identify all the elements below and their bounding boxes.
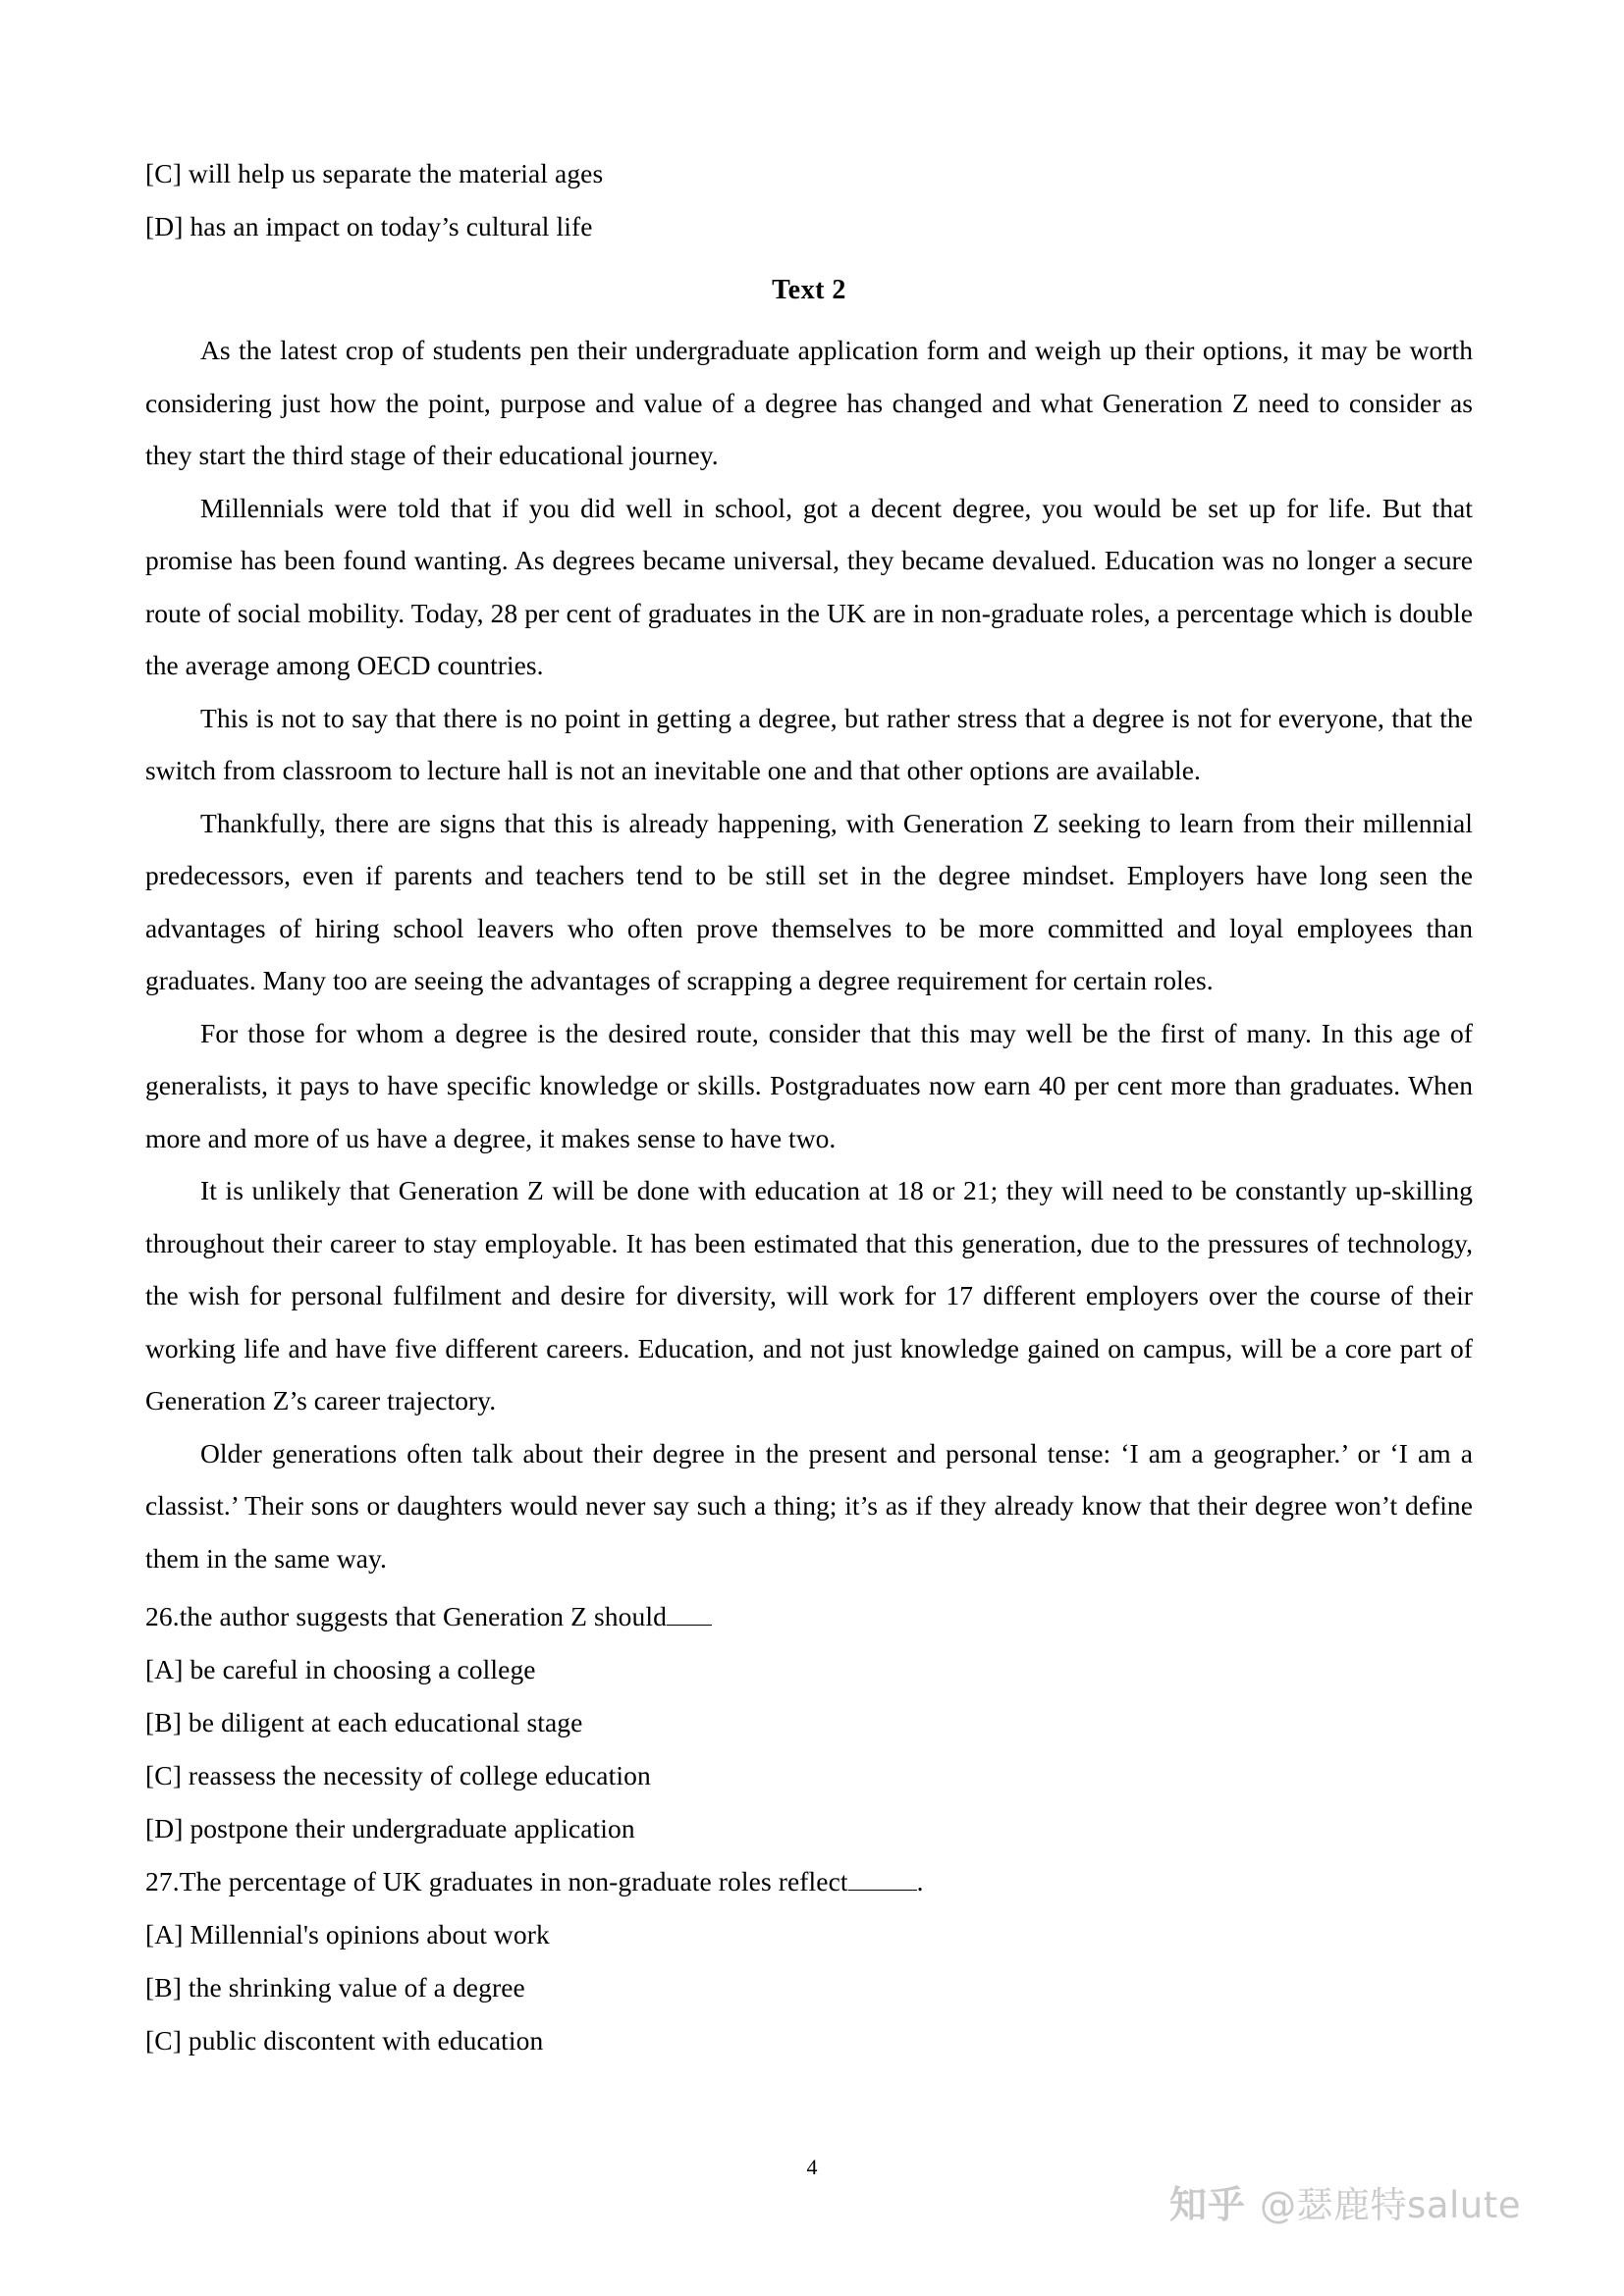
- passage-paragraph-3: This is not to say that there is no point in getting a degree, but rather stress that a degree is not for everyone, that the switch from classroom to lecture hall is not an inevitable one and that other options are available.: [145, 702, 1473, 785]
- previous-question-option-c: [C] will help us separate the material ages: [145, 158, 604, 188]
- passage-paragraph-5: For those for whom a degree is the desired route, consider that this may well be the first of many. In this age of generalists, it pays to have specific knowledge or skills. Postgraduates now earn 40 per cent more than graduates. When more and more of us have a degree, it makes sense to have two.: [145, 1017, 1473, 1153]
- question-27-option-a[interactable]: [A] Millennial's opinions about work: [145, 1919, 550, 1949]
- question-27-trailing: .: [916, 1866, 924, 1896]
- section-heading: Text 2: [772, 275, 846, 305]
- watermark-handle: @瑟鹿特salute: [1260, 2183, 1521, 2226]
- page-number: 4: [806, 2155, 818, 2179]
- question-26-blank[interactable]: [667, 1625, 712, 1626]
- question-27-option-c[interactable]: [C] public discontent with education: [145, 2025, 544, 2056]
- passage-paragraph-7: Older generations often talk about their degree in the present and personal tense: ‘I am a geographer.’ or ‘I am a classist.’ Their sons or daughters would never say such a thing; it’s as if they already know that their degree won’t define them in the same way.: [145, 1437, 1473, 1574]
- question-26-text: the author suggests that Generation Z should: [179, 1601, 667, 1631]
- questions-block: [145, 1590, 1473, 2067]
- passage-paragraph-6: It is unlikely that Generation Z will be done with education at 18 or 21; they will need to be constantly up-skilling throughout their career to stay employable. It has been estimated that this generation, due to the pressures of technology, the wish for personal fulfilment and desire for diversity, will work for 17 different employers over the course of their working life and have five different careers. Education, and not just knowledge gained on campus, will be a core part of Generation Z’s career trajectory.: [145, 1175, 1473, 1415]
- watermark: [1169, 2174, 1521, 2228]
- question-27-option-b[interactable]: [B] the shrinking value of a degree: [145, 1972, 525, 2002]
- question-26-option-a[interactable]: [A] be careful in choosing a college: [145, 1654, 536, 1684]
- question-26-option-c[interactable]: [C] reassess the necessity of college education: [145, 1760, 651, 1790]
- previous-question-option-d: [D] has an impact on today’s cultural life: [145, 211, 593, 241]
- question-26-option-b[interactable]: [B] be diligent at each educational stage: [145, 1707, 583, 1737]
- passage-paragraph-4: Thankfully, there are signs that this is already happening, with Generation Z seeking to learn from their millennial predecessors, even if parents and teachers tend to be still set in the degree mindset. Employers have long seen the advantages of hiring school leavers who often prove themselves to be more committed and loyal employees than graduates. Many too are seeing the advantages of scrapping a degree requirement for certain roles.: [145, 807, 1473, 995]
- question-26-option-d[interactable]: [D] postpone their undergraduate application: [145, 1813, 635, 1843]
- question-26-stem: [145, 1590, 1473, 1643]
- question-27-text: The percentage of UK graduates in non-graduate roles reflect: [179, 1866, 848, 1896]
- question-27-number: 27.: [145, 1866, 180, 1896]
- question-27-stem: [145, 1855, 1473, 1908]
- question-27-blank[interactable]: [848, 1890, 917, 1891]
- zhihu-logo: 知乎: [1169, 2183, 1247, 2226]
- page-content: [145, 147, 1473, 2067]
- passage-paragraph-2: Millennials were told that if you did well in school, got a decent degree, you would be set up for life. But that promise has been found wanting. As degrees became universal, they became devalued. Education was no longer a secure route of social mobility. Today, 28 per cent of graduates in the UK are in non-graduate roles, a percentage which is double the average among OECD countries.: [145, 492, 1473, 680]
- question-26-number: 26.: [145, 1601, 180, 1631]
- passage-paragraph-1: As the latest crop of students pen their undergraduate application form and weigh up their options, it may be worth considering just how the point, purpose and value of a degree has changed and what Generation Z need to consider as they start the third stage of their educational journey.: [145, 335, 1473, 470]
